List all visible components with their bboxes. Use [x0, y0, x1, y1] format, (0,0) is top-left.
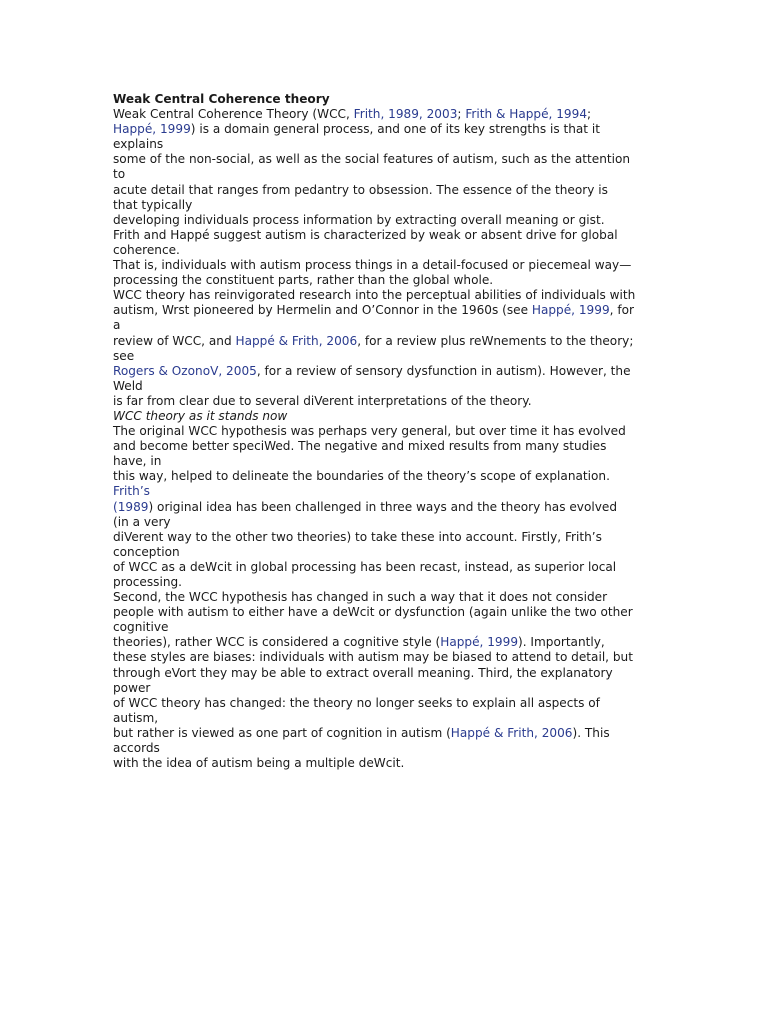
text-run: diVerent way to the other two theories) to take these into account. Firstly, Frith’s	[113, 529, 602, 544]
text-run: Second, the WCC hypothesis has changed in such a way that it does not consider	[113, 590, 608, 605]
text-line	[113, 741, 658, 756]
text-run: have, in	[113, 454, 162, 469]
text-line	[113, 590, 658, 605]
text-run: theories), rather WCC is considered a cognitive style (	[113, 635, 441, 650]
text-run: ) is a domain general process, and one of its key strengths is that it	[190, 122, 600, 137]
text-run: cognitive	[113, 620, 169, 635]
text-run: but rather is viewed as one part of cognition in autism (	[113, 725, 451, 740]
text-run: of WCC theory has changed: the theory no longer seeks to explain all aspects of	[113, 695, 600, 710]
text-run: through eVort they may be able to extract overall meaning. Third, the explanatory	[113, 665, 613, 680]
text-run: , for a review plus reWnements to the theory;	[357, 333, 634, 348]
text-line	[113, 107, 658, 122]
text-line	[113, 666, 658, 681]
text-line	[113, 711, 658, 726]
text-line	[113, 696, 658, 711]
text-run: processing the constituent parts, rather than the global whole.	[113, 273, 494, 288]
text-run: some of the non-social, as well as the social features of autism, such as the attention	[113, 152, 631, 167]
text-line	[113, 122, 658, 137]
citation-link[interactable]: Happé, 1999	[440, 635, 519, 650]
text-run: , for a review of sensory dysfunction in autism). However, the	[256, 363, 631, 378]
text-line	[113, 439, 658, 454]
citation-link[interactable]: (1989	[113, 499, 149, 514]
citation-link[interactable]: Rogers & OzonoV, 2005	[113, 363, 257, 378]
text-line	[113, 545, 658, 560]
text-run: ;	[457, 107, 466, 122]
text-line	[113, 364, 658, 379]
text-run: ). Importantly,	[518, 635, 605, 650]
text-run: review of WCC, and	[113, 333, 236, 348]
text-line	[113, 303, 658, 318]
text-run: this way, helped to delineate the boundaries of the theory’s scope of explanation.	[113, 469, 610, 484]
text-run: WCC theory has reinvigorated research into the perceptual abilities of individuals with	[113, 288, 636, 303]
text-run: , for	[609, 303, 634, 318]
text-line	[113, 152, 658, 167]
text-line	[113, 500, 658, 515]
text-line	[113, 530, 658, 545]
text-run: ;	[587, 107, 592, 122]
text-line	[113, 575, 658, 590]
text-line	[113, 137, 658, 152]
text-run: accords	[113, 741, 160, 756]
text-line	[113, 726, 658, 741]
text-run: coherence.	[113, 242, 180, 257]
text-run: Weak Central Coherence Theory (WCC,	[113, 107, 354, 122]
text-run: conception	[113, 544, 180, 559]
text-line	[113, 560, 658, 575]
text-line	[113, 454, 658, 469]
text-line	[113, 469, 658, 484]
text-line	[113, 635, 658, 650]
text-run: that typically	[113, 197, 193, 212]
text-line	[113, 650, 658, 665]
text-line	[113, 379, 658, 394]
citation-link[interactable]: Frith & Happé, 1994	[465, 107, 588, 122]
text-line	[113, 681, 658, 696]
text-run: Frith and Happé suggest autism is characterized by weak or absent drive for global	[113, 227, 618, 242]
text-line	[113, 198, 658, 213]
text-run: Weld	[113, 378, 143, 393]
citation-link[interactable]: Happé, 1999	[113, 122, 191, 137]
text-run: see	[113, 348, 135, 363]
text-line	[113, 424, 658, 439]
text-line	[113, 243, 658, 258]
text-line	[113, 409, 658, 424]
text-run: autism,	[113, 710, 159, 725]
citation-link[interactable]: Happé & Frith, 2006	[450, 725, 573, 740]
text-run: to	[113, 167, 126, 182]
text-line	[113, 756, 658, 771]
text-run: of WCC as a deWcit in global processing has been recast, instead, as superior local	[113, 559, 617, 574]
citation-link[interactable]: Frith’s	[113, 484, 150, 499]
text-run: explains	[113, 137, 164, 152]
text-line	[113, 258, 658, 273]
text-run: these styles are biases: individuals with autism may be biased to attend to detail, but	[113, 650, 633, 665]
text-line	[113, 620, 658, 635]
section-subheading: WCC theory as it stands now	[113, 408, 288, 423]
text-run: The original WCC hypothesis was perhaps very general, but over time it has evolved	[113, 424, 626, 439]
text-run: with the idea of autism being a multiple deWcit.	[113, 756, 405, 771]
text-run: power	[113, 680, 151, 695]
text-line	[113, 334, 658, 349]
text-run: (in a very	[113, 514, 171, 529]
text-line	[113, 228, 658, 243]
text-line	[113, 605, 658, 620]
text-run: processing.	[113, 575, 183, 589]
text-run: That is, individuals with autism process things in a detail-focused or piecemeal way—	[113, 258, 632, 273]
text-line	[113, 213, 658, 228]
text-line	[113, 515, 658, 530]
text-line	[113, 167, 658, 182]
document-text	[113, 107, 658, 771]
text-line	[113, 288, 658, 303]
document-body	[113, 92, 658, 771]
text-run: autism, Wrst pioneered by Hermelin and O’Connor in the 1960s (see	[113, 303, 532, 318]
text-line	[113, 484, 658, 499]
text-run: acute detail that ranges from pedantry to obsession. The essence of the theory is	[113, 182, 608, 197]
text-run: is far from clear due to several diVerent interpretations of the theory.	[113, 393, 532, 408]
text-line	[113, 349, 658, 364]
text-run: ) original idea has been challenged in three ways and the theory has evolved	[148, 499, 617, 514]
document-heading: Weak Central Coherence theory	[113, 92, 330, 106]
text-run: ). This	[572, 725, 610, 740]
text-line	[113, 394, 658, 409]
text-run: developing individuals process information by extracting overall meaning or gist.	[113, 212, 605, 227]
citation-link[interactable]: Frith, 1989, 2003	[353, 107, 458, 122]
citation-link[interactable]: Happé, 1999	[531, 303, 610, 318]
text-line	[113, 183, 658, 198]
text-line	[113, 273, 658, 288]
citation-link[interactable]: Happé & Frith, 2006	[235, 333, 358, 348]
text-run: and become better speciWed. The negative and mixed results from many studies	[113, 439, 607, 454]
text-run: a	[113, 318, 121, 333]
text-line	[113, 318, 658, 333]
text-run: people with autism to either have a deWcit or dysfunction (again unlike the two other	[113, 605, 633, 620]
